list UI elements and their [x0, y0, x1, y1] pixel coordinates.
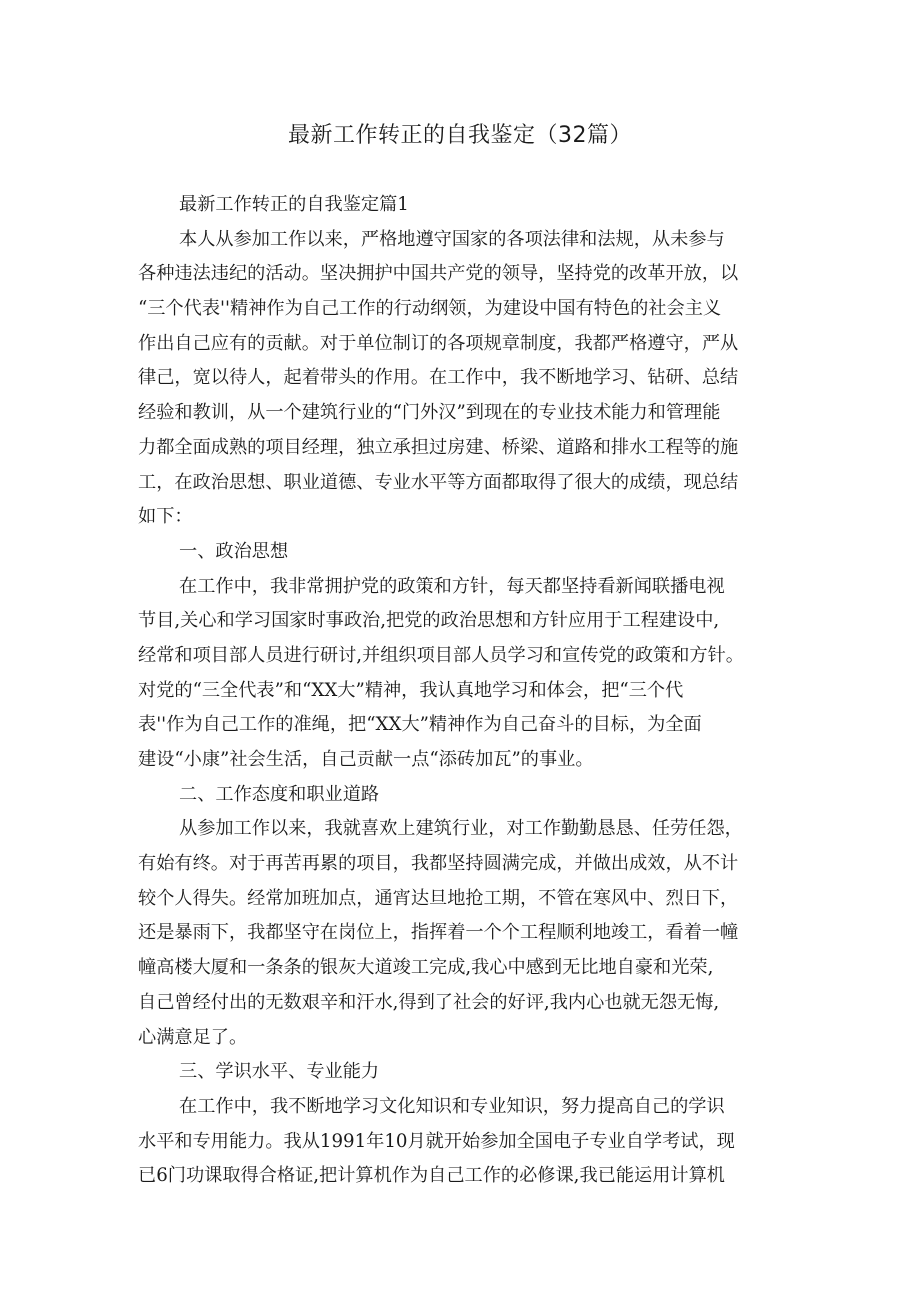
section-heading: 二、工作态度和职业道路 — [179, 783, 380, 805]
paragraph-line: 节目,关心和学习国家时事政治,把党的政治思想和方针应用于工程建设中, — [138, 610, 720, 632]
paragraph-line: 从参加工作以来，我就喜欢上建筑行业，对工作勤勤恳恳、任劳任怨， — [179, 818, 743, 840]
paragraph-line: 经常和项目部人员进行研讨,并组织项目部人员学习和宣传党的政策和方针。 — [138, 644, 744, 666]
paragraph-line: 自己曾经付出的无数艰辛和汗水,得到了社会的好评,我内心也就无怨无悔, — [138, 991, 720, 1013]
paragraph-line: 水平和专用能力。我从1991年10月就开始参加全国电子专业自学考试，现 — [138, 1130, 735, 1152]
paragraph-line: 本人从参加工作以来，严格地遵守国家的各项法律和法规，从未参与 — [179, 228, 725, 250]
document-body — [138, 188, 798, 1194]
document-title: 最新工作转正的自我鉴定（32篇） — [288, 123, 632, 148]
paragraph-line: 心满意足了。 — [138, 1026, 248, 1048]
paragraph-line: 已6门功课取得合格证,把计算机作为自己工作的必修课,我已能运用计算机 — [138, 1165, 725, 1187]
paragraph-line: 对党的“三全代表”和“XX大”精神，我认真地学习和体会，把“三个代 — [138, 679, 684, 701]
paragraph-line: 在工作中，我非常拥护党的政策和方针，每天都坚持看新闻联播电视 — [179, 575, 725, 597]
paragraph-line: 建设“小康”社会生活，自己贡献一点“添砖加瓦”的事业。 — [138, 749, 594, 770]
paragraph-line: 力都全面成熟的项目经理，独立承担过房建、桥梁、道路和排水工程等的施 — [138, 436, 739, 458]
paragraph-line: 如下： — [138, 506, 193, 528]
paragraph-line: 各种违法违纪的活动。坚决拥护中国共产党的领导，坚持党的改革开放，以 — [138, 263, 739, 285]
paragraph-line: 有始有终。对于再苦再累的项目，我都坚持圆满完成，并做出成效，从不计 — [138, 853, 739, 875]
paragraph-line: 律己，宽以待人，起着带头的作用。在工作中，我不断地学习、钻研、总结 — [138, 367, 739, 389]
paragraph-line: “三个代表''精神作为自己工作的行动纲领，为建设中国有特色的社会主义 — [138, 298, 722, 320]
paragraph-line: 较个人得失。经常加班加点，通宵达旦地抢工期，不管在寒风中、烈日下， — [138, 887, 739, 909]
section-heading: 最新工作转正的自我鉴定篇1 — [179, 194, 409, 215]
paragraph-line: 幢高楼大厦和一条条的银灰大道竣工完成,我心中感到无比地自豪和光荣, — [138, 957, 714, 979]
paragraph-line: 在工作中，我不断地学习文化知识和专业知识，努力提高自己的学识 — [179, 1095, 725, 1117]
paragraph-line: 经验和教训，从一个建筑行业的“门外汉”到现在的专业技术能力和管理能 — [138, 402, 721, 424]
paragraph-line: 工，在政治思想、职业道德、专业水平等方面都取得了很大的成绩，现总结 — [138, 471, 739, 493]
section-heading: 一、政治思想 — [179, 540, 289, 562]
paragraph-line: 作出自己应有的贡献。对于单位制订的各项规章制度，我都严格遵守，严从 — [138, 332, 739, 354]
paragraph-line: 表''作为自己工作的准绳，把“XX大”精神作为自己奋斗的目标，为全面 — [138, 714, 702, 736]
paragraph-line: 还是暴雨下，我都坚守在岗位上，指挥着一个个工程顺利地竣工，看着一幢 — [138, 922, 739, 944]
section-heading: 三、学识水平、专业能力 — [179, 1061, 380, 1083]
